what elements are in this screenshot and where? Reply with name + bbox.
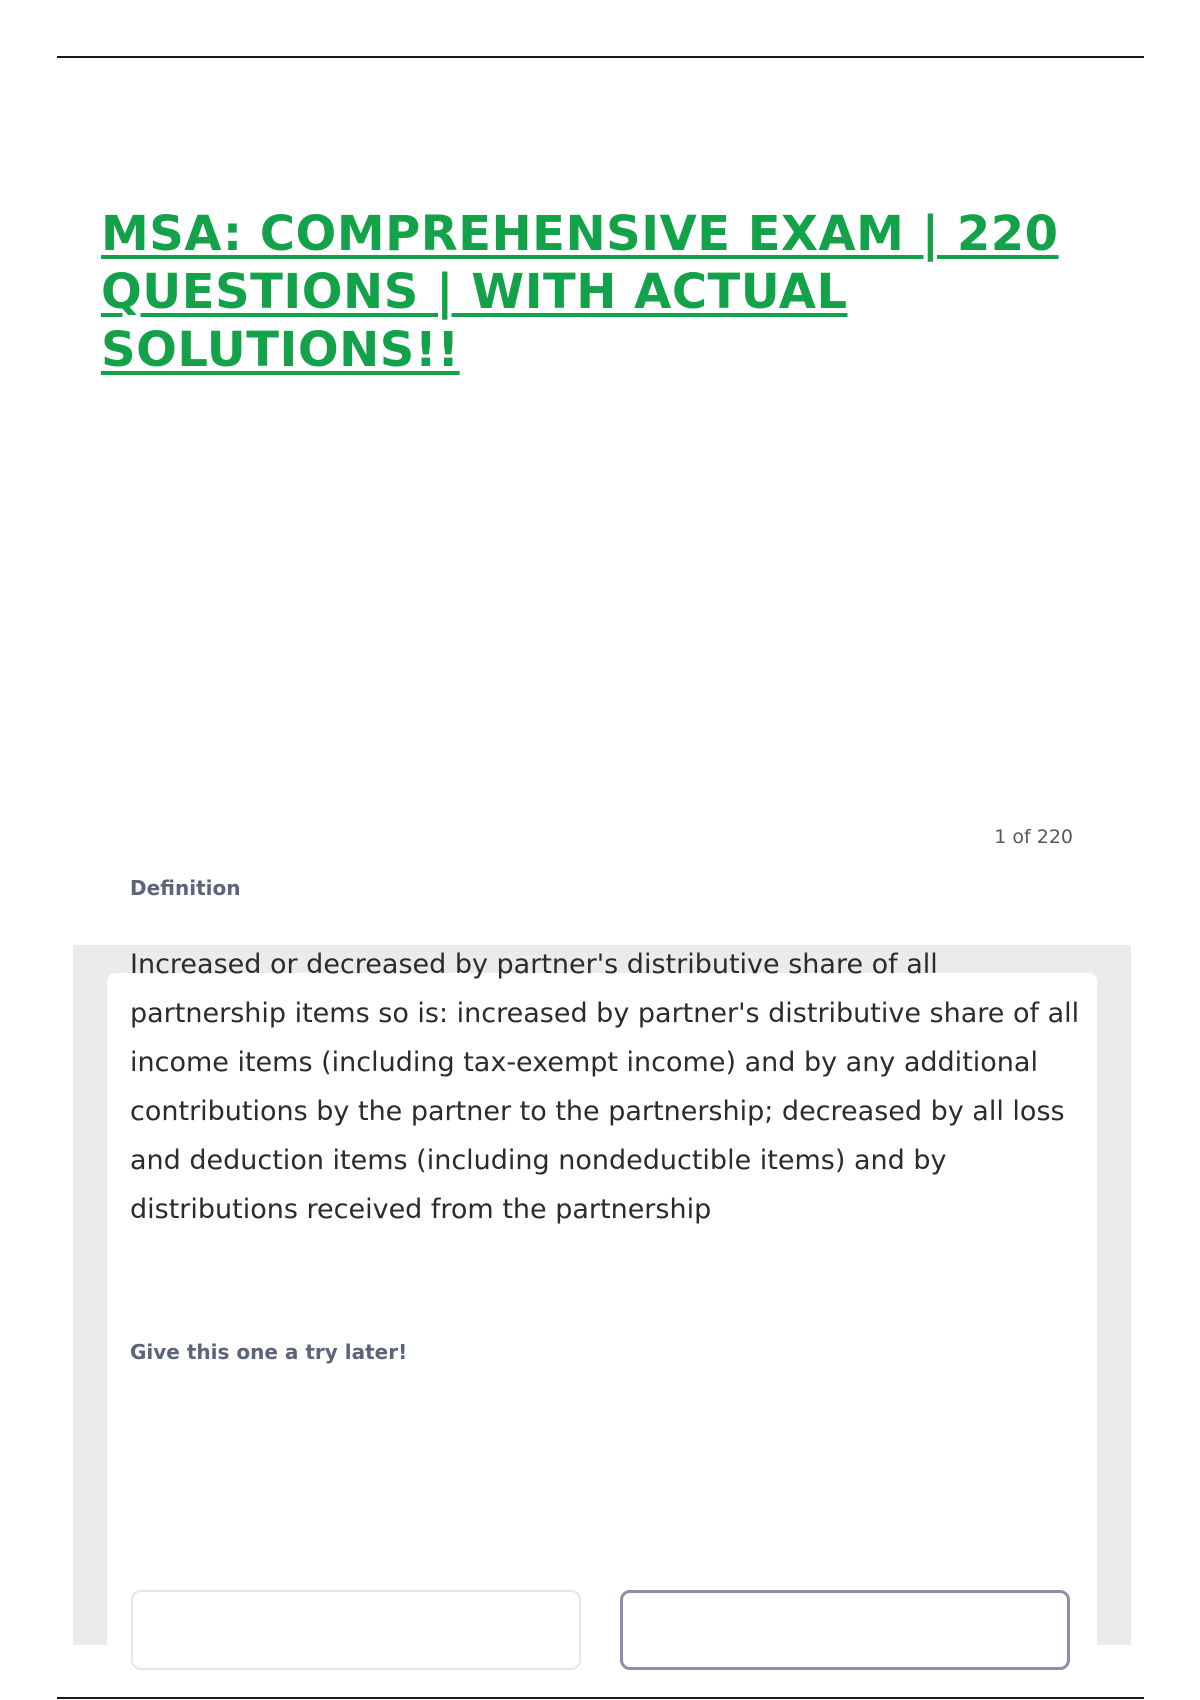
definition-label: Definition (130, 876, 241, 900)
try-later-link[interactable]: Give this one a try later! (130, 1340, 408, 1364)
bottom-rule (57, 1697, 1144, 1699)
document-title: MSA: COMPREHENSIVE EXAM | 220 QUESTIONS | WITH ACTUAL SOLUTIONS!! (101, 206, 1059, 378)
answer-option-2[interactable] (620, 1590, 1070, 1670)
card-counter: 1 of 220 (994, 826, 1073, 848)
answer-option-1[interactable] (131, 1590, 581, 1670)
definition-text: Increased or decreased by partner's distributive share of all partnership items so is: increased by partner's distributive share of all income items (including tax-exempt income) and by any additional contributions by the partner to the partnership; decreased by all loss and deduction items (including nondeductible items) and by distributions received from the partnership (130, 949, 1080, 1225)
top-rule (57, 56, 1144, 58)
